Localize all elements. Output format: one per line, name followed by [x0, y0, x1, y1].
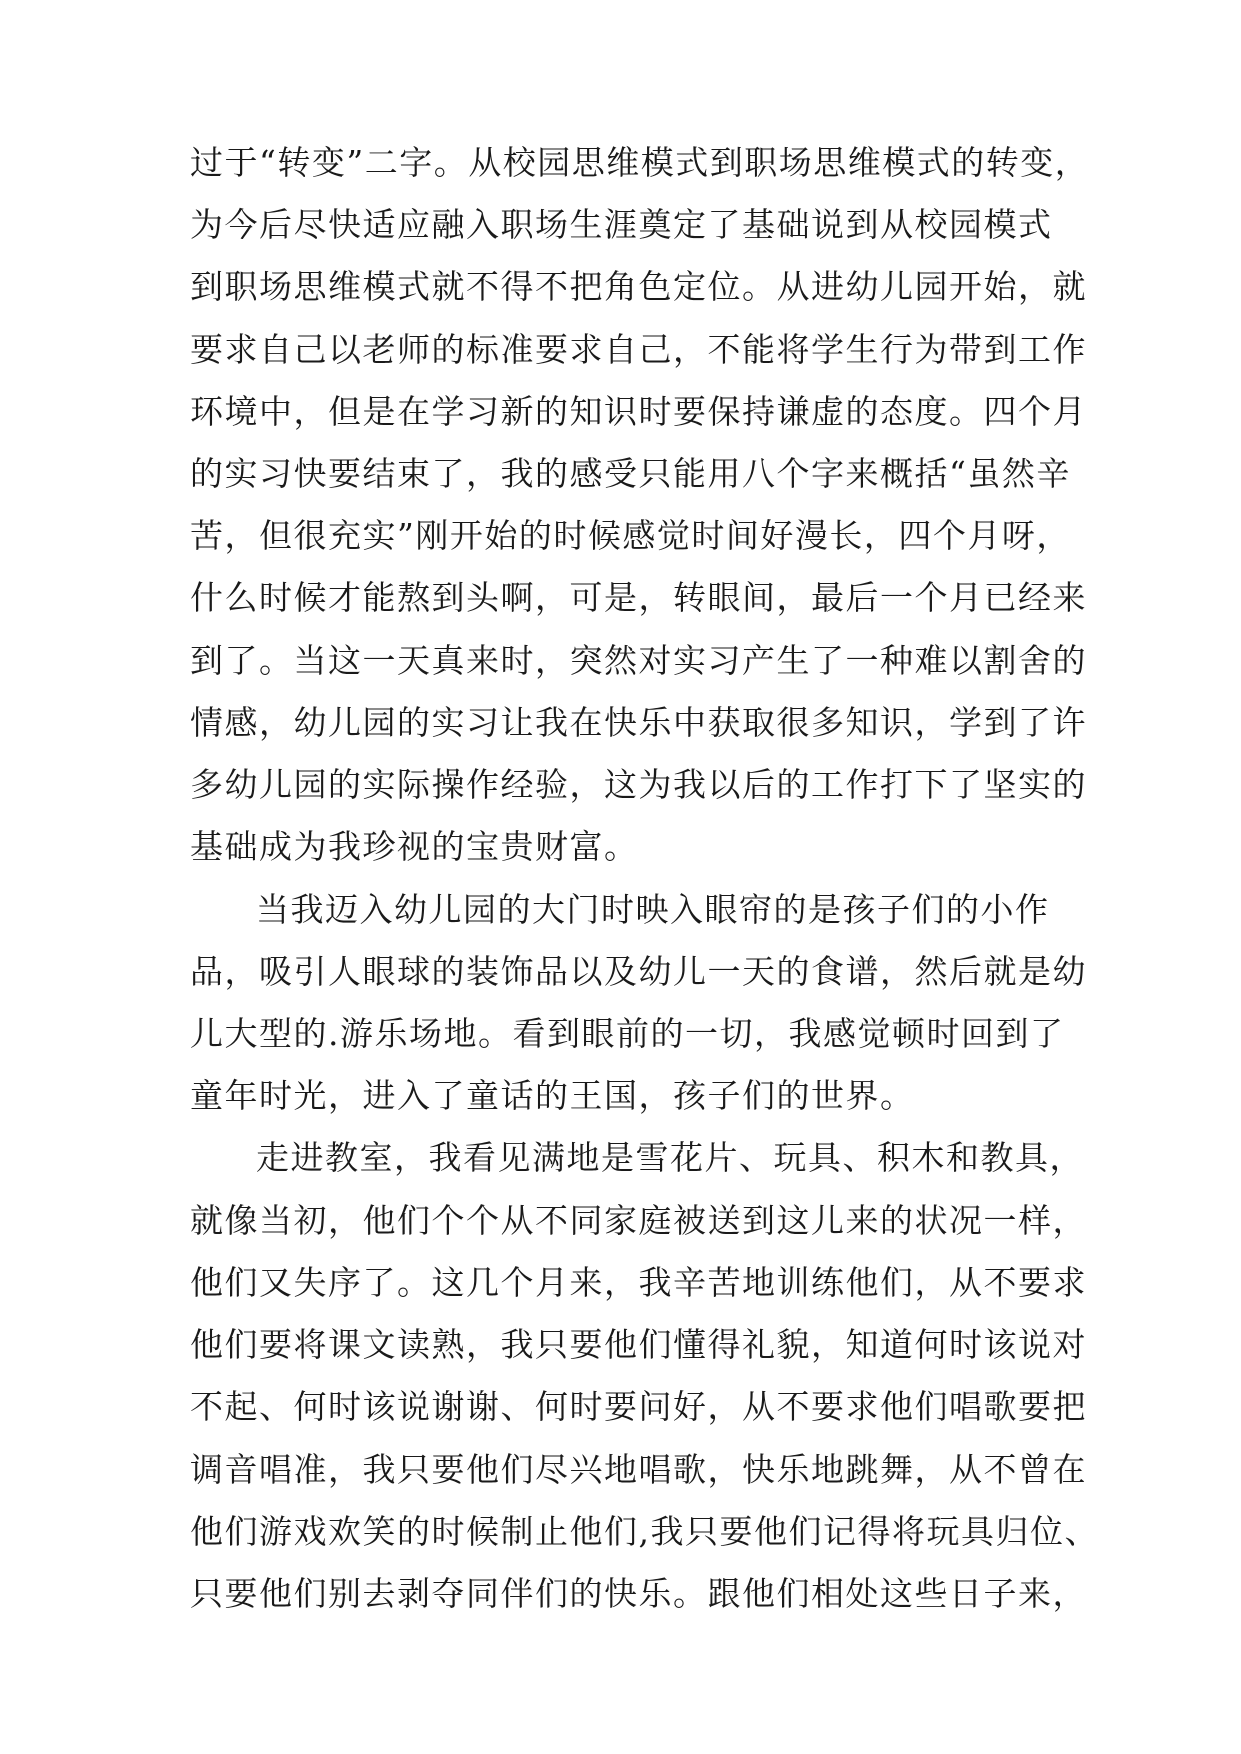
text-line: 儿大型的.游乐场地。看到眼前的一切，我感觉顿时回到了 — [190, 1014, 1065, 1053]
text-line: 就像当初，他们个个从不同家庭被送到这儿来的状况一样， — [190, 1201, 1087, 1240]
text-line: 只要他们别去剥夺同伴们的快乐。跟他们相处这些日子来， — [190, 1574, 1087, 1613]
text-line: 他们要将课文读熟，我只要他们懂得礼貌，知道何时该说对 — [190, 1325, 1087, 1364]
text-line: 为今后尽快适应融入职场生涯奠定了基础说到从校园模式 — [190, 205, 1053, 244]
paragraph-first-line: 当我迈入幼儿园的大门时映入眼帘的是孩子们的小作 — [256, 890, 1050, 929]
text-line: 苦，但很充实”刚开始的时候感觉时间好漫长，四个月呀， — [190, 516, 1071, 555]
text-line: 到了。当这一天真来时，突然对实习产生了一种难以割舍的 — [190, 641, 1087, 680]
text-line: 环境中，但是在学习新的知识时要保持谦虚的态度。四个月 — [190, 392, 1087, 431]
text-line: 童年时光，进入了童话的王国，孩子们的世界。 — [190, 1076, 915, 1115]
text-line: 他们又失序了。这几个月来，我辛苦地训练他们，从不要求 — [190, 1263, 1087, 1302]
text-line: 品，吸引人眼球的装饰品以及幼儿一天的食谱，然后就是幼 — [190, 952, 1087, 991]
text-line: 的实习快要结束了，我的感受只能用八个字来概括“虽然辛 — [190, 454, 1071, 493]
text-line: 情感，幼儿园的实习让我在快乐中获取很多知识，学到了许 — [190, 703, 1087, 742]
text-line: 过于“转变”二字。从校园思维模式到职场思维模式的转变， — [190, 143, 1090, 182]
text-line: 他们游戏欢笑的时候制止他们,我只要他们记得将玩具归位、 — [190, 1512, 1099, 1551]
text-line: 到职场思维模式就不得不把角色定位。从进幼儿园开始，就 — [190, 267, 1087, 306]
text-line: 多幼儿园的实际操作经验，这为我以后的工作打下了坚实的 — [190, 765, 1087, 804]
paragraph-first-line: 走进教室，我看见满地是雪花片、玩具、积木和教具， — [256, 1138, 1084, 1177]
text-line: 什么时候才能熬到头啊，可是，转眼间，最后一个月已经来 — [190, 578, 1087, 617]
text-line: 不起、何时该说谢谢、何时要问好，从不要求他们唱歌要把 — [190, 1387, 1087, 1426]
text-line: 调音唱准，我只要他们尽兴地唱歌，快乐地跳舞，从不曾在 — [190, 1450, 1087, 1489]
text-line: 基础成为我珍视的宝贵财富。 — [190, 827, 639, 866]
text-line: 要求自己以老师的标准要求自己，不能将学生行为带到工作 — [190, 330, 1087, 369]
